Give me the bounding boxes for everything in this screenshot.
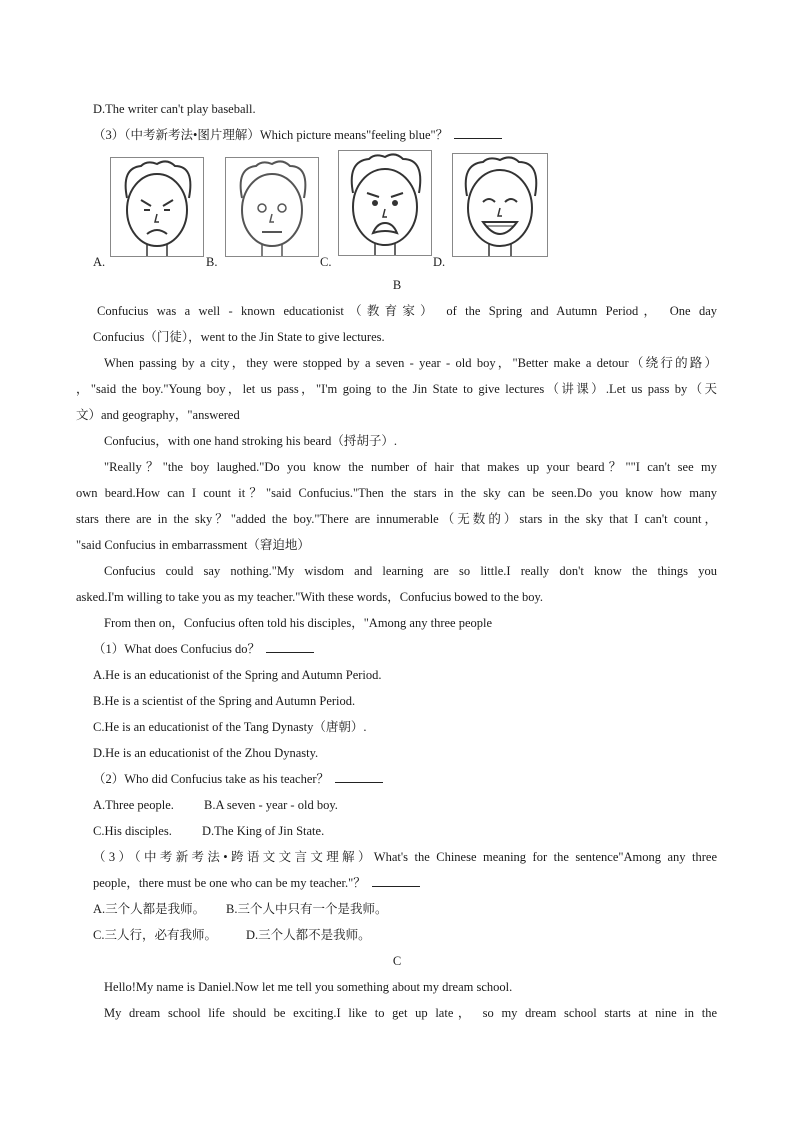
option-c[interactable]: C.三人行，必有我师。 [93,928,217,942]
answer-blank[interactable] [372,875,420,887]
prev-option-d: D.The writer can't play baseball. [93,102,256,116]
passage-line: Confucius could say nothing."My wisdom and learning are so little.I really don't know the things you [104,564,717,578]
question-2 [93,771,383,787]
passage-line: Confucius was a well - known educationist（教育家） of the Spring and Autumn Period， One day [97,304,717,318]
option-a[interactable]: A.三个人都是我师。 [93,902,206,916]
answer-blank[interactable] [335,771,383,783]
section-c-letter: C [392,954,402,968]
option-d[interactable]: D.The King of Jin State. [202,824,325,838]
question-3-line-2 [93,875,420,891]
passage-line: Confucius（门徒），went to the Jin State to give lectures. [93,330,385,344]
picture-label-d: D. [433,255,446,269]
picture-label-b: B. [206,255,218,269]
passage-line: Hello!My name is Daniel.Now let me tell you something about my dream school. [104,980,513,994]
picture-label-c: C. [320,255,332,269]
question-3-feeling-blue [93,127,502,143]
passage-line: ，"said the boy."Young boy，let us pass，"I'm going to the Jin State to give lectures（讲课）.Let us pass by（天 [76,382,717,396]
passage-line: From then on，Confucius often told his disciples，"Among any three people [104,616,493,630]
option-c[interactable]: C.His disciples. [93,824,172,838]
passage-line: When passing by a city，they were stopped by a seven - year - old boy，"Better make a detour（绕行的路） [104,356,717,370]
option-b[interactable]: B.三个人中只有一个是我师。 [226,902,388,916]
option-b[interactable]: B.He is a scientist of the Spring and Autumn Period. [93,694,356,708]
option-a[interactable]: A.He is an educationist of the Spring and Autumn Period. [93,668,382,682]
option-b[interactable]: B.A seven - year - old boy. [204,798,338,812]
answer-blank[interactable] [266,641,314,653]
question-text: （1）What does Confucius do？ [93,642,260,656]
question-text: （3）（中考新考法•图片理解）Which picture means"feeling blue"？ [93,128,449,142]
neutral-face-icon[interactable] [225,157,319,257]
option-d[interactable]: D.三个人都不是我师。 [246,928,371,942]
passage-line: 文）and geography，"answered [76,408,240,422]
answer-blank[interactable] [454,127,502,139]
section-b-letter: B [392,278,402,292]
frowning-face-icon[interactable] [110,157,204,257]
option-c[interactable]: C.He is an educationist of the Tang Dynasty（唐朝）. [93,720,367,734]
option-a[interactable]: A.Three people. [93,798,174,812]
passage-line: own beard.How can I count it？"said Confucius."Then the stars in the sky can be seen.Do you know how many [76,486,717,500]
passage-line: Confucius，with one hand stroking his beard（捋胡子）. [104,434,398,448]
laughing-face-icon[interactable] [452,153,548,257]
question-text: people，there must be one who can be my teacher."？ [93,876,366,890]
picture-label-a: A. [93,255,106,269]
passage-line: "said Confucius in embarrassment（窘迫地） [76,538,310,552]
question-3-line-1: （3）（中考新考法•跨语文文言文理解）What's the Chinese meaning for the sentence"Among any three [93,850,717,864]
question-text: （2）Who did Confucius take as his teacher？ [93,772,330,786]
question-1 [93,641,314,657]
passage-line: "Really？"the boy laughed."Do you know the number of hair that makes up your beard？""I can't see my [104,460,717,474]
passage-line: My dream school life should be exciting.I like to get up late， so my dream school starts at nine in the [104,1006,717,1020]
passage-line: stars there are in the sky？"added the boy."There are innumerable（无数的）stars in the sky that I can't count， [76,512,717,526]
option-d[interactable]: D.He is an educationist of the Zhou Dynasty. [93,746,319,760]
sad-crying-face-icon[interactable] [338,150,432,256]
passage-line: asked.I'm willing to take you as my teacher."With these words，Confucius bowed to the boy. [76,590,544,604]
